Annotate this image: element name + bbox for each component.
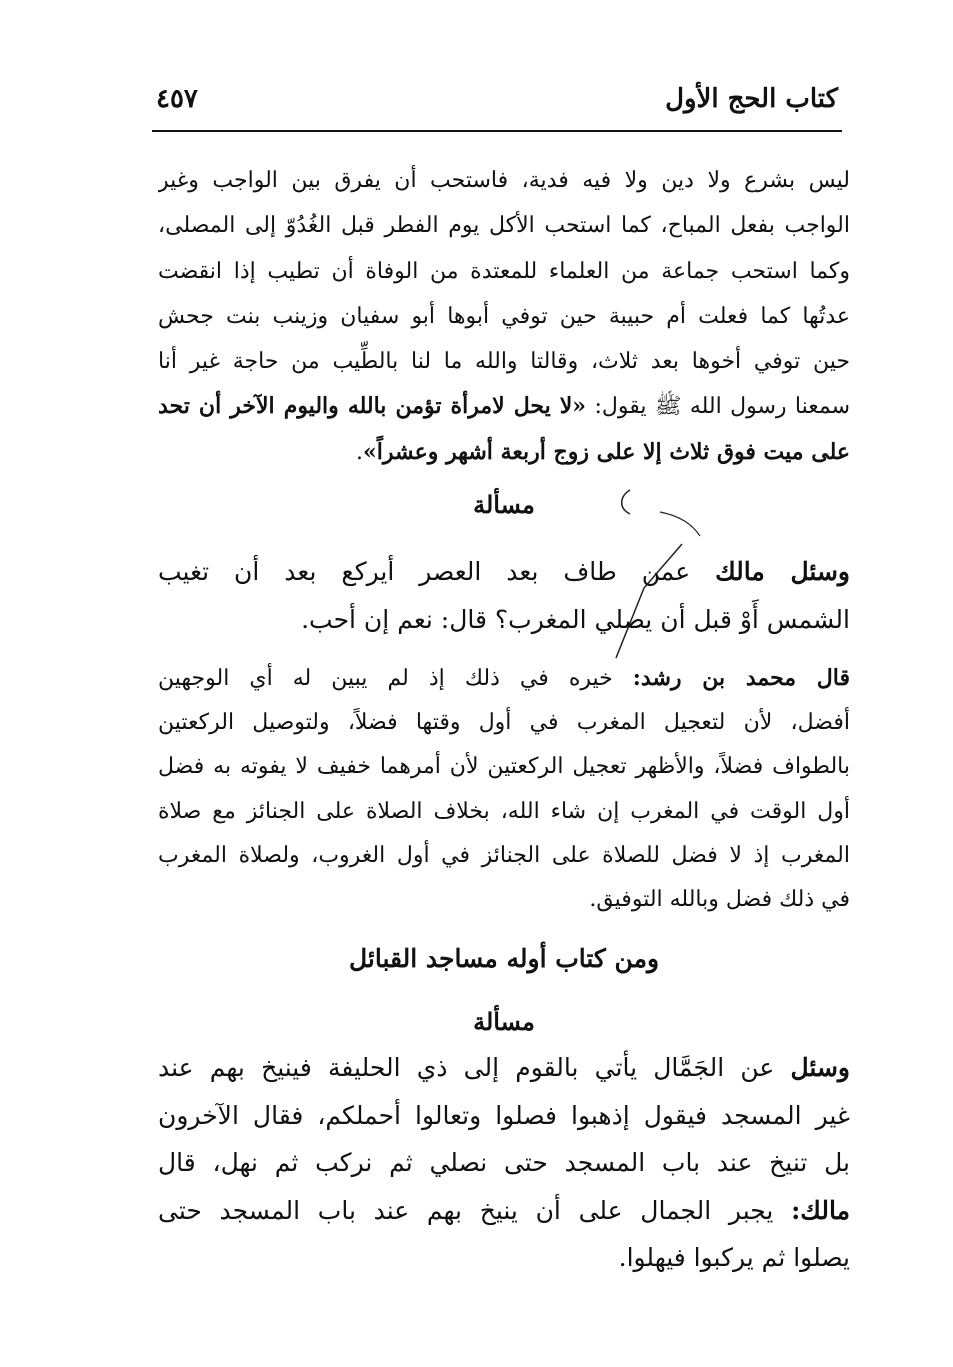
chapter-heading: ومن كتاب أوله مساجد القبائل [348,944,660,973]
commentator-name: قال محمد بن رشد: [632,665,850,691]
text-normal: يجبر الجمال على أن ينيخ بهم عند باب المسجد حتى [158,1195,792,1225]
text-line [158,1044,850,1092]
paragraph-3 [158,656,850,922]
text-line [158,656,850,701]
question-intro: وسئل مالك [715,557,850,586]
question-intro: وسئل [790,1053,850,1082]
page-header [152,80,842,128]
text-line: حين توفي أخوها بعد ثلاث، وقالتا والله ما لنا بالطِّيب من حاجة غير أنا [158,349,850,375]
text-line: يصلوا ثم يركبوا فيهلوا. [618,1243,850,1272]
text-normal: . [356,439,364,465]
text-line [158,548,850,596]
text-normal: عمن طاف بعد العصر أيركع بعد أن تغيب [158,557,716,586]
text-line: وكما استحب جماعة من العلماء للمعتدة من الوفاة أن تطيب إذا انقضت [158,258,850,284]
text-line: بالطواف فضلاً، والأظهر تعجيل الركعتين لأن أمرهما خفيف لا يفوته به فضل [158,754,850,780]
text-line: الشمس أَوْ قبل أن يصلي المغرب؟ قال: نعم إن أحب. [301,605,850,634]
text-normal: خيره في ذلك إذ لم يبين له أي الوجهين [158,666,633,691]
text-normal: سمعنا رسول الله ﷺ يقول: [586,394,850,420]
paragraph-4 [158,1044,850,1282]
text-normal: عن الجَمَّال يأتي بالقوم إلى ذي الحليفة فينيخ بهم عند [158,1053,791,1082]
text-line: أول الوقت في المغرب إن شاء الله، بخلاف الصلاة على الجنائز مع صلاة [158,798,850,824]
text-line: ليس بشرع ولا دين ولا فيه فدية، فاستحب أن يفرق بين الواجب وغير [158,168,850,193]
paragraph-2 [158,548,850,644]
text-line: في ذلك فضل وبالله التوفيق. [589,887,850,913]
page-number: ٤٥٧ [156,84,198,114]
paragraph-1 [158,158,850,475]
hadith-quote: «لا يحل لامرأة تؤمن بالله واليوم الآخر أن تحد [158,393,587,420]
text-line: بل تنيخ عند باب المسجد حتى نصلي ثم نركب ثم نهل، قال [158,1148,850,1177]
text-line [158,1187,850,1235]
text-line: أفضل، لأن لتعجيل المغرب في أول وقتها فضلاً، ولتوصيل الركعتين [158,710,850,736]
text-line [158,430,850,475]
text-line: عدتُها كما فعلت أم حبيبة حين توفي أبوها أبو سفيان وزينب بنت جحش [158,303,850,329]
running-title: كتاب الحج الأول [665,84,838,114]
header-rule [152,130,842,132]
section-heading: مسألة [473,1007,535,1036]
text-line [158,384,850,429]
text-line: غير المسجد فيقول إذهبوا فصلوا وتعالوا أحملكم، فقال الآخرون [158,1100,850,1130]
speaker-name: مالك: [791,1195,850,1225]
text-line: الواجب بفعل المباح، كما استحب الأكل يوم الفطر قبل الغُدُوّ إلى المصلى، [158,213,850,239]
hadith-quote: على ميت فوق ثلاث إلا على زوج أربعة أشهر وعشراً» [363,438,850,465]
section-heading: مسألة [473,490,535,519]
text-line: المغرب إذ لا فضل للصلاة على الجنائز في أول الغروب، ولصلاة المغرب [158,842,850,868]
